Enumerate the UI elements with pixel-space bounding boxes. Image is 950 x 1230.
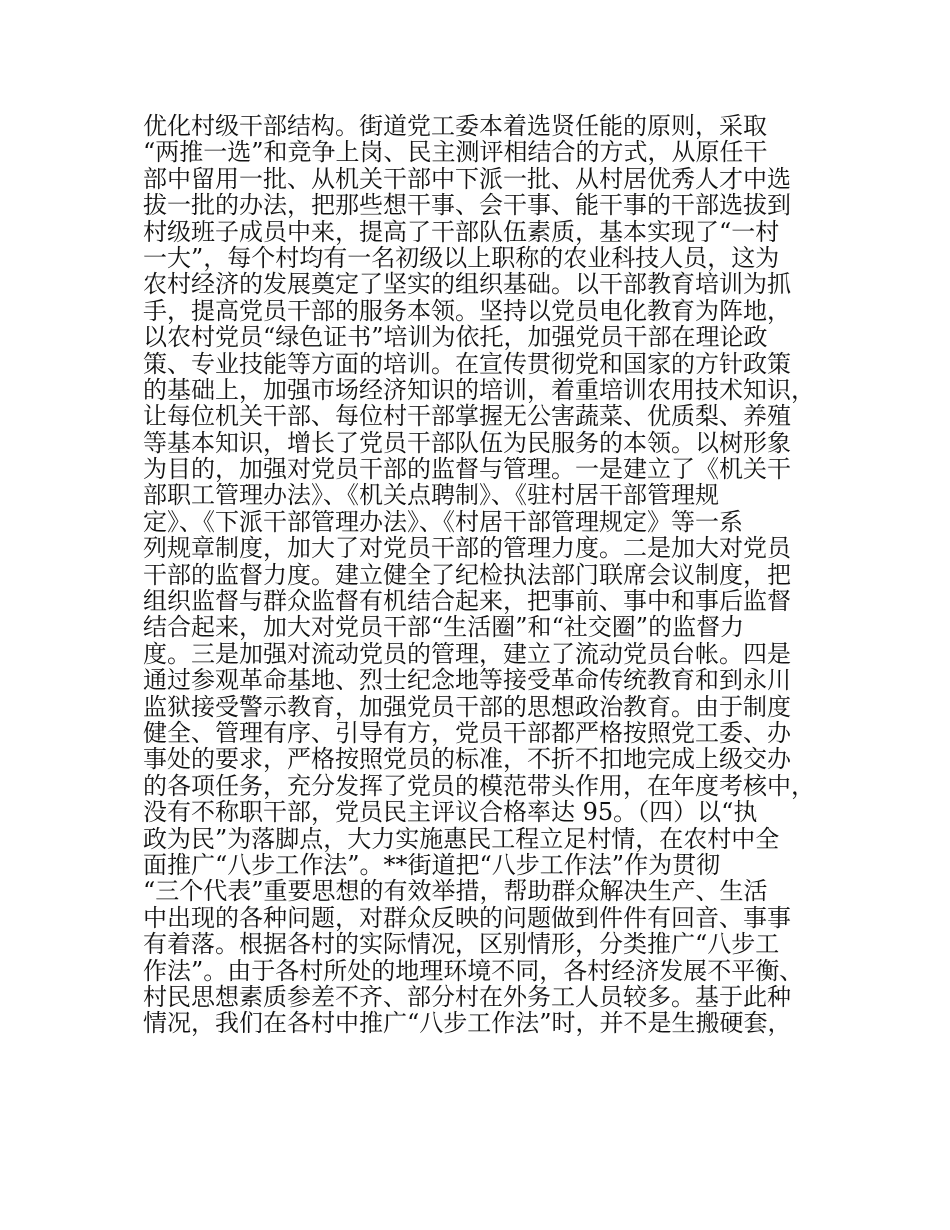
text-line: 通过参观革命基地、烈士纪念地等接受革命传统教育和到永川: [143, 666, 791, 695]
text-line: 没有不称职干部，党员民主评议合格率达 95。（四）以“执: [143, 798, 758, 827]
text-line: 有着落。根据各村的实际情况，区别情形，分类推广“八步工: [143, 930, 780, 959]
text-line: 以农村党员“绿色证书”培训为依托，加强党员干部在理论政: [143, 323, 768, 352]
text-line: 优化村级干部结构。街道党工委本着选贤任能的原则，采取: [143, 112, 767, 140]
text-line: 结合起来，加大对党员干部“生活圈”和“社交圈”的监督力: [143, 613, 745, 642]
body-text: [143, 113, 843, 1037]
text-line: “两推一选”和竞争上岗、民主测评相结合的方式，从原任干: [143, 138, 768, 167]
text-line: 列规章制度，加大了对党员干部的管理力度。二是加大对党员: [143, 534, 791, 563]
text-line: 拔一批的办法，把那些想干事、会干事、能干事的干部选拔到: [143, 191, 791, 220]
text-line: 组织监督与群众监督有机结合起来，把事前、事中和事后监督: [143, 587, 791, 616]
text-line: 村级班子成员中来，提高了干部队伍素质，基本实现了“一村: [143, 217, 780, 246]
text-line: 部职工管理办法》、《机关点聘制》、《驻村居干部管理规: [143, 481, 719, 510]
text-line: 干部的监督力度。建立健全了纪检执法部门联席会议制度，把: [143, 560, 791, 589]
text-line: 情况，我们在各村中推广“八步工作法”时，并不是生搬硬套，: [143, 1009, 792, 1038]
text-line: 政为民”为落脚点，大力实施惠民工程立足村情，在农村中全: [143, 824, 780, 853]
text-line: 一大”，每个村均有一名初级以上职称的农业科技人员，这为: [143, 243, 780, 272]
text-line: 等基本知识，增长了党员干部队伍为民服务的本领。以树形象: [143, 428, 791, 457]
text-line: 的基础上，加强市场经济知识的培训，着重培训农用技术知识，: [143, 375, 815, 404]
text-line: “三个代表”重要思想的有效举措，帮助群众解决生产、生活: [143, 877, 768, 906]
text-line: 让每位机关干部、每位村干部掌握无公害蔬菜、优质梨、养殖: [143, 402, 791, 431]
text-line: 中出现的各种问题，对群众反映的问题做到件件有回音、事事: [143, 903, 791, 932]
text-line: 定》、《下派干部管理办法》、《村居干部管理规定》等一系: [143, 507, 743, 536]
text-line: 面推广“八步工作法”。**街道把“八步工作法”作为贯彻: [143, 850, 721, 879]
text-line: 部中留用一批、从机关干部中下派一批、从村居优秀人才中选: [143, 164, 791, 193]
text-line: 监狱接受警示教育，加强党员干部的思想政治教育。由于制度: [143, 692, 791, 721]
text-line: 策、专业技能等方面的培训。在宣传贯彻党和国家的方针政策: [143, 349, 791, 378]
text-line: 作法”。由于各村所处的地理环境不同，各村经济发展不平衡、: [143, 956, 804, 985]
text-line: 健全、管理有序、引导有方，党员干部都严格按照党工委、办: [143, 718, 791, 747]
text-line: 度。三是加强对流动党员的管理，建立了流动党员台帐。四是: [143, 639, 791, 668]
text-line: 手，提高党员干部的服务本领。坚持以党员电化教育为阵地，: [143, 296, 791, 325]
text-line: 村民思想素质参差不齐、部分村在外务工人员较多。基于此种: [143, 982, 791, 1011]
text-line: 为目的，加强对党员干部的监督与管理。一是建立了《机关干: [143, 455, 791, 484]
text-line: 农村经济的发展奠定了坚实的组织基础。以干部教育培训为抓: [143, 270, 791, 299]
text-line: 的各项任务，充分发挥了党员的模范带头作用，在年度考核中，: [143, 771, 815, 800]
text-line: 事处的要求，严格按照党员的标准，不折不扣地完成上级交办: [143, 745, 791, 774]
